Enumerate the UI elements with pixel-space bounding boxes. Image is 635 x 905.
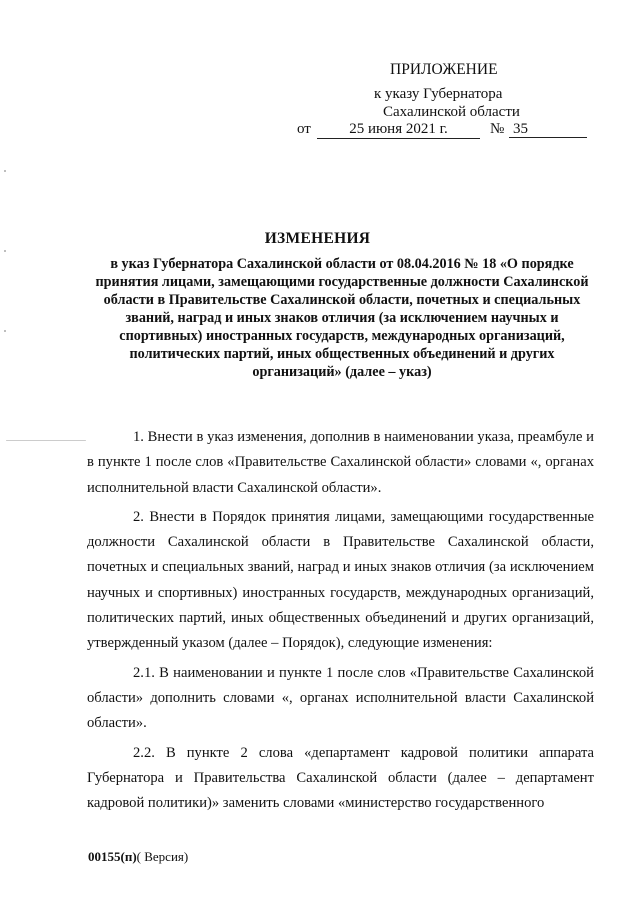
appendix-decree-line: к указу Губернатора — [374, 86, 503, 102]
from-label: от — [297, 121, 311, 137]
scan-mark — [4, 330, 6, 332]
footer-doc-code: 00155(п) — [88, 849, 137, 864]
number-label: № — [490, 121, 505, 137]
scan-mark — [4, 250, 6, 252]
appendix-title: ПРИЛОЖЕНИЕ — [390, 61, 498, 78]
footer-code — [88, 849, 188, 865]
paragraph-2-2: 2.2. В пункте 2 слова «департамент кадровой политики аппарата Губернатора и Правительства Сахалинской области (далее – департамент кадровой политики)» заменить словами «министерство государственного — [87, 744, 594, 812]
document-title: ИЗМЕНЕНИЯ — [264, 230, 371, 247]
paragraph-1: 1. Внести в указ изменения, дополнив в наименовании указа, преамбуле и в пункте 1 после слов «Правительстве Сахалинской области» словами «, органах исполнительной власти Сахалинской области». — [87, 429, 594, 496]
paragraph-2-1: 2.1. В наименовании и пункте 1 после слов «Правительстве Сахалинской области» дополнить словами «, органах исполнительной власти Сахалинской области». — [87, 664, 594, 732]
document-body — [87, 425, 594, 816]
footer-version: ( Версия) — [136, 849, 189, 864]
scan-mark — [6, 440, 86, 441]
appendix-region-line: Сахалинской области — [383, 104, 520, 120]
appendix-date-row — [297, 121, 587, 141]
decree-number: 35 — [509, 121, 587, 138]
scan-mark — [4, 170, 6, 172]
paragraph-2: 2. Внести в Порядок принятия лицами, замещающими государственные должности Сахалинской области в Правительстве Сахалинской области, почетных и специальных званий, наград и иных знаков отличия (за исключением научных и спортивных) иностранных государств, международных организаций, политических партий, иных общественных объединений и других организаций, утвержденный указом (далее – Порядок), следующие изменения: — [87, 508, 594, 652]
document-subtitle: в указ Губернатора Сахалинской области от 08.04.2016 № 18 «О порядке принятия лицами, замещающими государственные должности Сахалинской области в Правительстве Сахалинской области, почетных и специальных званий, наград и иных знаков отличия (за исключением научных и спортивных) иностранных государств, международных организаций, политических партий, иных общественных объединений и других организаций» (далее – указ) — [95, 256, 589, 380]
decree-date: 25 июня 2021 г. — [317, 121, 480, 139]
